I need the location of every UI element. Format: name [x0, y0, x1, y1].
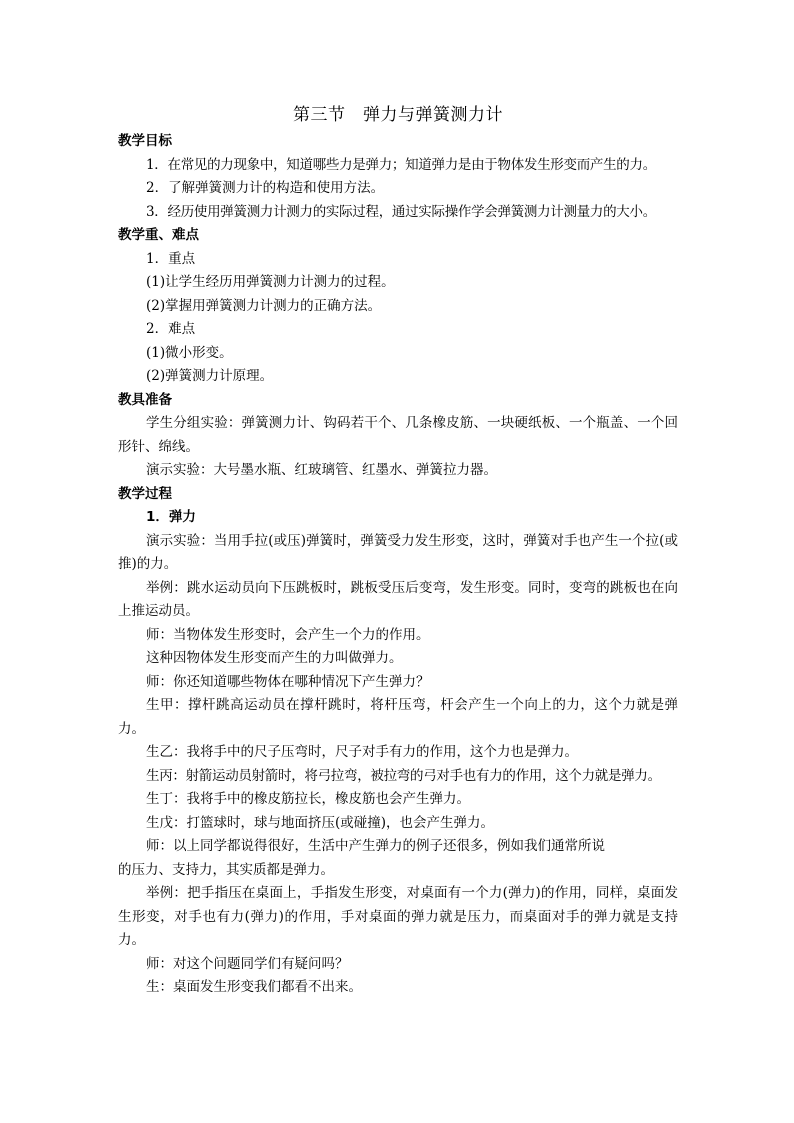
key-point-item: (2)掌握用弹簧测力计测力的正确方法。 — [146, 297, 382, 314]
process-paragraph: 生丙：射箭运动员射箭时，将弓拉弯，被拉弯的弓对手也有力的作用，这个力就是弹力。 — [146, 767, 661, 784]
process-paragraph: 举例：把手指压在桌面上，手指发生形变，对桌面有一个力(弹力)的作用，同样，桌面发生形变，对手也有力(弹力)的作用，手对桌面的弹力就是压力，而桌面对手的弹力就是支持力。 — [118, 885, 678, 948]
key-point-item: (1)让学生经历用弹簧测力计测力的过程。 — [146, 274, 395, 290]
process-heading: 教学过程 — [118, 485, 172, 502]
key-point-item: (2)弹簧测力计原理。 — [146, 368, 274, 384]
key-point-item: 2．难点 — [146, 321, 196, 337]
objectives-heading: 教学目标 — [118, 133, 172, 149]
page-title: 第三节 弹力与弹簧测力计 — [293, 105, 503, 125]
materials-heading: 教具准备 — [118, 391, 172, 408]
process-paragraph: 的压力、支持力，其实质都是弹力。 — [118, 861, 334, 878]
key-points-heading: 教学重、难点 — [118, 227, 199, 243]
process-paragraph: 师：以上同学都说得很好，生活中产生弹力的例子还很多，例如我们通常所说 — [146, 838, 605, 854]
materials-item: 演示实验：大号墨水瓶、红玻璃管、红墨水、弹簧拉力器。 — [146, 462, 497, 478]
objective-item: 1．在常见的力现象中，知道哪些力是弹力；知道弹力是由于物体发生形变而产生的力。 — [146, 156, 656, 173]
process-paragraph: 生：桌面发生形变我们都看不出来。 — [146, 979, 362, 995]
objective-item: 3．经历使用弹簧测力计测力的实际过程，通过实际操作学会弹簧测力计测量力的大小。 — [146, 203, 656, 220]
key-point-item: (1)微小形变。 — [146, 344, 233, 361]
process-paragraph: 这种因物体发生形变而产生的力叫做弹力。 — [146, 650, 403, 666]
process-paragraph: 师：你还知道哪些物体在哪种情况下产生弹力？ — [146, 673, 430, 690]
process-subheading: 1．弹力 — [146, 509, 196, 525]
materials-item: 学生分组实验：弹簧测力计、钩码若干个、几条橡皮筋、一块硬纸板、一个瓶盖、一个回形针、绵线。 — [118, 415, 678, 455]
process-paragraph: 演示实验：当用手拉(或压)弹簧时，弹簧受力发生形变，这时，弹簧对手也产生一个拉(或推)的力。 — [118, 532, 678, 572]
process-paragraph: 师：当物体发生形变时，会产生一个力的作用。 — [146, 626, 430, 643]
process-paragraph: 师：对这个问题同学们有疑问吗？ — [146, 955, 349, 972]
process-paragraph: 生乙：我将手中的尺子压弯时，尺子对手有力的作用，这个力也是弹力。 — [146, 744, 578, 760]
process-paragraph: 举例：跳水运动员向下压跳板时，跳板受压后变弯，发生形变。同时，变弯的跳板也在向上推运动员。 — [118, 579, 678, 619]
process-paragraph: 生丁：我将手中的橡皮筋拉长，橡皮筋也会产生弹力。 — [146, 791, 470, 807]
process-paragraph: 生甲：撑杆跳高运动员在撑杆跳时，将杆压弯，杆会产生一个向上的力，这个力就是弹力。 — [118, 697, 678, 737]
process-paragraph: 生戊：打篮球时，球与地面挤压(或碰撞)，也会产生弹力。 — [146, 814, 495, 831]
document-page — [118, 100, 678, 1000]
key-point-item: 1．重点 — [146, 250, 196, 267]
objective-item: 2．了解弹簧测力计的构造和使用方法。 — [146, 180, 385, 196]
